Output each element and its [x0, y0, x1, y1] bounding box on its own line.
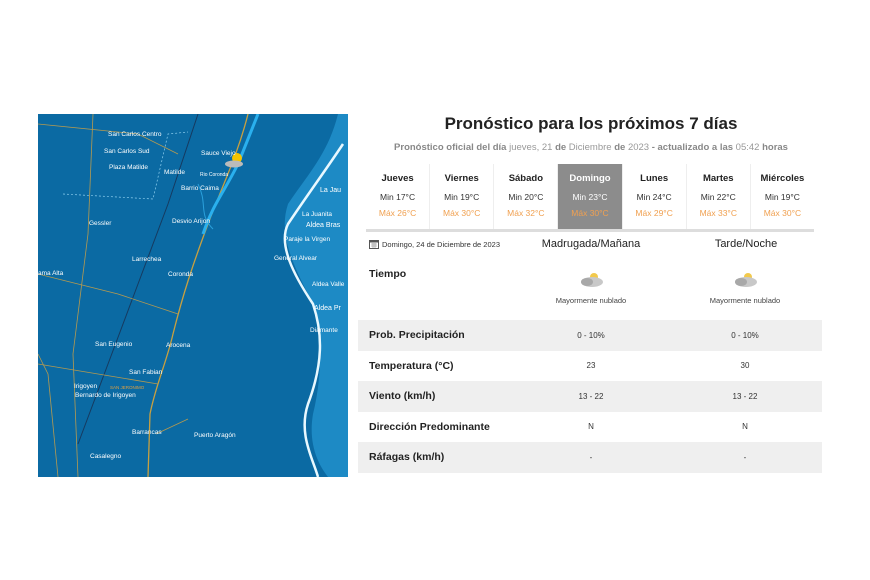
- cell-morning: 13 - 22: [578, 391, 604, 401]
- row-label: Tiempo: [369, 268, 407, 280]
- day-name: Viernes: [444, 173, 479, 184]
- day-max: Máx 33°C: [699, 208, 737, 218]
- day-max: Máx 30°C: [571, 208, 609, 218]
- map-label: Sauce Viejo: [201, 150, 236, 157]
- map-label: Aldea Valle: [312, 281, 345, 288]
- tab-miercoles[interactable]: [751, 164, 814, 229]
- day-min: Min 22°C: [700, 192, 736, 202]
- day-min: Min 20°C: [508, 192, 544, 202]
- day-min: Min 19°C: [764, 192, 800, 202]
- subtitle-text: Pronóstico oficial del día: [394, 142, 507, 153]
- tab-sabado[interactable]: [494, 164, 558, 229]
- map-graphics: [38, 114, 348, 477]
- weather-cell: [514, 258, 668, 320]
- cell-morning: -: [589, 452, 593, 462]
- weather-cell: [668, 258, 822, 320]
- day-name: Miércoles: [760, 173, 805, 184]
- row-label: Prob. Precipitación: [369, 329, 465, 342]
- map-label: Coronda: [168, 271, 193, 278]
- map-label: San Carlos Centro: [108, 131, 162, 138]
- forecast-subtitle: [358, 142, 824, 153]
- day-name: Lunes: [640, 173, 669, 184]
- table-row: [358, 320, 822, 351]
- row-label: Temperatura (°C): [369, 359, 454, 372]
- cell-morning: N: [588, 422, 594, 432]
- day-tabs: [366, 164, 814, 229]
- map-label: General Alvear: [274, 255, 317, 262]
- map-label: Irigoyen: [74, 383, 98, 390]
- tab-martes[interactable]: [687, 164, 751, 229]
- subtitle-text: de: [555, 142, 567, 153]
- subtitle-text: de: [614, 142, 626, 153]
- map-label: ama Alta: [38, 270, 64, 277]
- selected-date: [369, 239, 500, 249]
- cell-evening: N: [742, 422, 748, 432]
- map-label: La Jau: [320, 187, 342, 194]
- column-header-morning: Madrugada/Mañana: [541, 238, 641, 250]
- day-max: Máx 29°C: [635, 208, 673, 218]
- day-max: Máx 26°C: [378, 208, 417, 218]
- map-label: Desvio Arijon: [172, 218, 210, 225]
- column-header-evening: Tarde/Noche: [714, 238, 778, 250]
- page-title: Pronóstico para los próximos 7 días: [444, 114, 738, 133]
- map-label: Arocena: [166, 342, 191, 349]
- subtitle-text: horas: [762, 142, 788, 153]
- cell-evening: -: [743, 452, 747, 462]
- table-row: [358, 381, 822, 412]
- partly-cloudy-icon: [730, 270, 760, 288]
- table-row: [358, 442, 822, 473]
- map-label: Larrechea: [132, 256, 162, 263]
- day-max: Máx 30°C: [443, 208, 481, 218]
- tab-viernes[interactable]: [430, 164, 494, 229]
- map-label: Gessler: [89, 220, 112, 227]
- issue-date: jueves, 21: [509, 142, 553, 153]
- selected-date-text: Domingo, 24 de Diciembre de 2023: [382, 239, 500, 249]
- map-label: Puerto Aragón: [194, 432, 236, 439]
- day-name: Sábado: [508, 173, 543, 184]
- cell-evening: 13 - 22: [732, 391, 758, 401]
- cell-evening: 30: [740, 361, 750, 371]
- row-label: Dirección Predominante: [369, 420, 490, 433]
- day-min: Min 17°C: [380, 192, 416, 202]
- update-time: 05:42: [735, 142, 760, 153]
- map-label: San Fabian: [129, 369, 163, 376]
- map-label: Barrancas: [132, 429, 162, 436]
- divider: [366, 229, 814, 232]
- row-label: Viento (km/h): [369, 390, 436, 403]
- map-label: Barrio Caima: [181, 185, 219, 192]
- forecast-detail-table: [358, 258, 822, 473]
- day-min: Min 23°C: [572, 192, 608, 202]
- issue-month: Diciembre: [568, 142, 612, 153]
- table-row: [358, 412, 822, 443]
- map-label: Paraje la Virgen: [284, 236, 331, 243]
- map-label: Plaza Matilde: [109, 164, 149, 171]
- cell-evening: 0 - 10%: [731, 330, 759, 340]
- table-row-tiempo: [358, 258, 822, 320]
- map-label: Matilde: [164, 169, 185, 176]
- map-label: Aldea Bras: [306, 222, 341, 229]
- weather-description: Mayormente nublado: [555, 296, 627, 305]
- cell-morning: 23: [586, 361, 596, 371]
- tab-domingo[interactable]: [558, 164, 622, 229]
- partly-cloudy-icon: [576, 270, 606, 288]
- map-label: Bernardo de Irigoyen: [75, 392, 136, 399]
- map-label: La Juanita: [302, 211, 332, 218]
- forecast-map[interactable]: [38, 114, 348, 477]
- map-label: Rio Coronda: [200, 172, 229, 178]
- day-name: Domingo: [569, 173, 611, 184]
- calendar-icon: [369, 239, 379, 249]
- map-label: Casalegno: [90, 453, 122, 460]
- tab-jueves[interactable]: [366, 164, 430, 229]
- day-min: Min 19°C: [444, 192, 480, 202]
- map-label: Aldea Pr: [314, 305, 341, 312]
- subtitle-text: - actualizado a las: [651, 142, 734, 153]
- map-label: Diamante: [310, 327, 338, 334]
- cell-morning: 0 - 10%: [577, 330, 605, 340]
- weather-description: Mayormente nublado: [709, 296, 781, 305]
- day-name: Martes: [702, 173, 734, 184]
- day-name: Jueves: [381, 173, 414, 184]
- table-row: [358, 351, 822, 382]
- map-label: San Carlos Sud: [104, 148, 150, 155]
- map-label: San Eugenio: [95, 341, 133, 348]
- issue-year: 2023: [627, 142, 650, 153]
- row-label: Ráfagas (km/h): [369, 451, 445, 464]
- day-max: Máx 32°C: [507, 208, 545, 218]
- map-label: SAN JERONIMO: [110, 385, 145, 390]
- day-max: Máx 30°C: [763, 208, 802, 218]
- tab-lunes[interactable]: [623, 164, 687, 229]
- day-min: Min 24°C: [636, 192, 672, 202]
